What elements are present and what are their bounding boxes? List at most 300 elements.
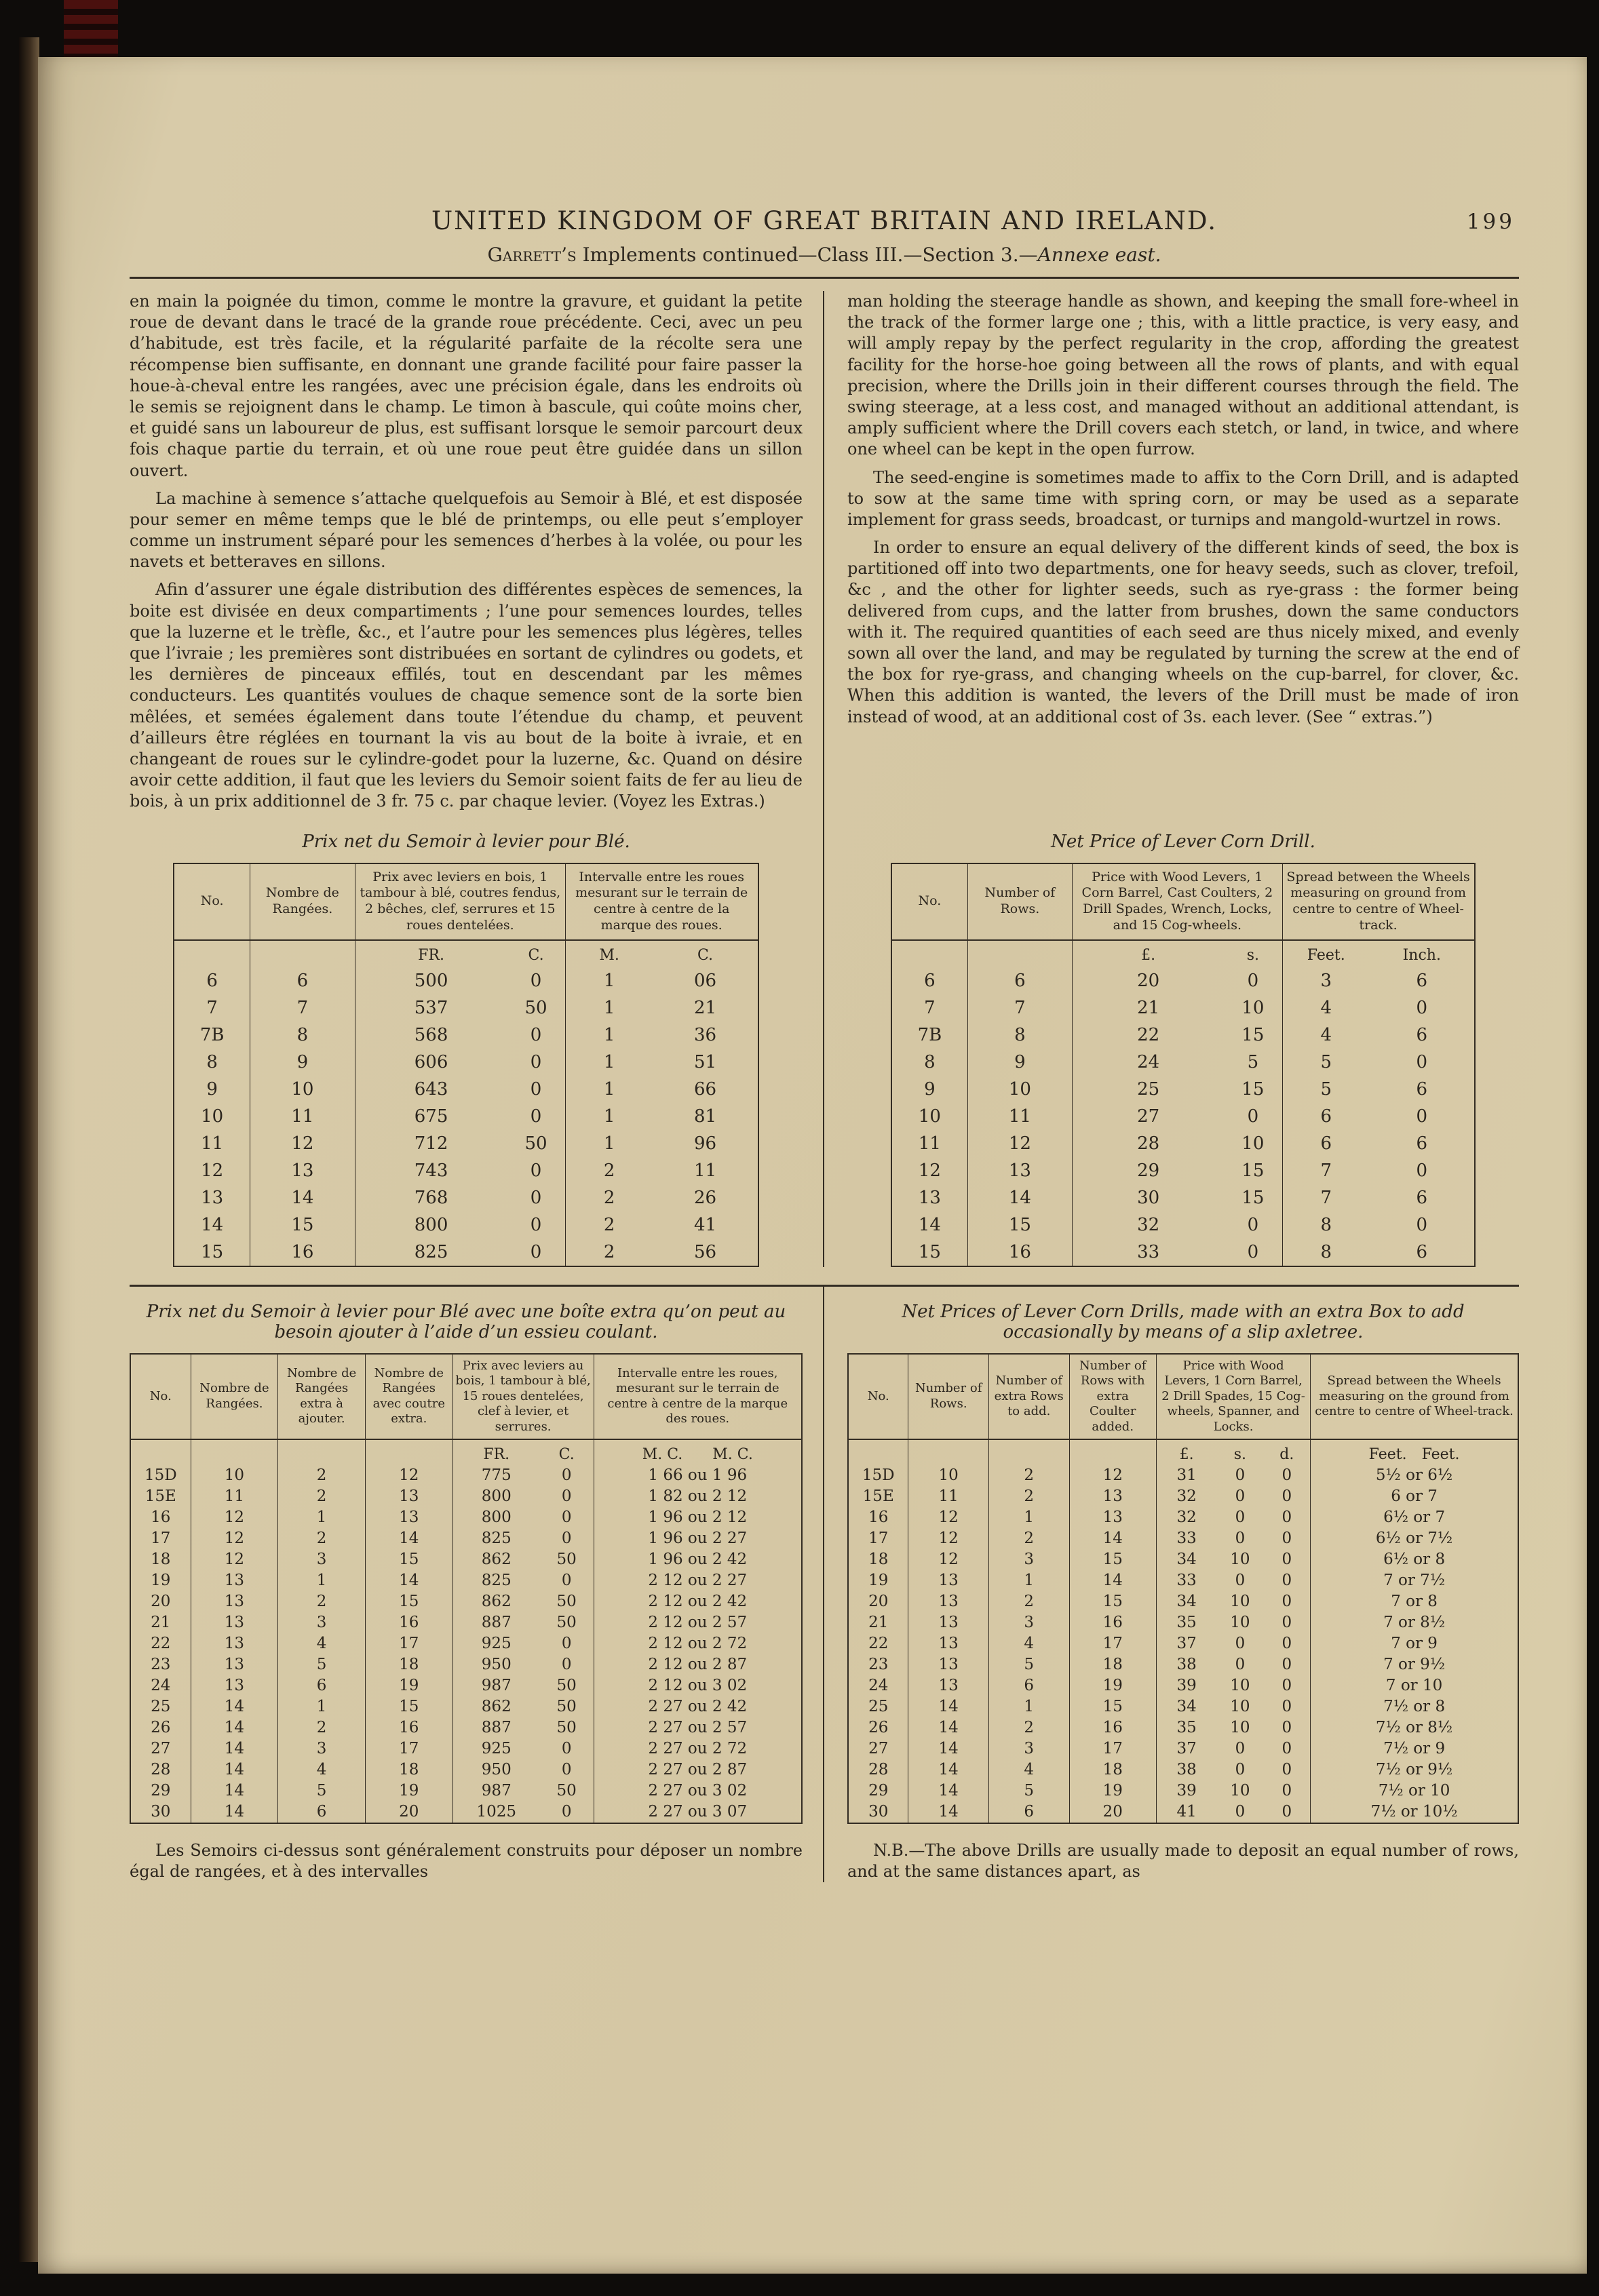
table-cell: 2 — [278, 1717, 366, 1738]
table-cell: 14 — [250, 1184, 355, 1211]
table-cell: 32 — [1156, 1486, 1216, 1507]
table-cell — [130, 1439, 191, 1465]
table-cell: 16 — [967, 1239, 1073, 1266]
table-cell: 22 — [1073, 1021, 1224, 1049]
table-cell: 10 — [1230, 1719, 1250, 1736]
table-cell: 10 — [191, 1465, 278, 1486]
english-extra-column — [824, 1287, 1519, 1882]
table-cell: 0 — [530, 1241, 542, 1262]
table-cell: 12 — [191, 1507, 278, 1528]
french-paragraph-3: Afin d’assurer une égale distribution des différentes espèces de semences, la boite est divisée en deux compartiments ; l’une pour semences lourdes, telles que la luzerne et le trèfle, &c., et l’autre pour les semences plus légères, telles que l’ivraie ; les premières sont distribuées en sortant de cylindres ou godets, et les dernières de pinceaux effilés, tout en descendant par les mêmes conducteurs. Les quantités voulues de chaque semence sont de la sorte bien mêlées, et semées également dans toute l’étendue du champ, et peuvent d’ailleurs être réglées en tournant la vis au bout de la boite à ivraie, et en changeant de roues sur le cylindre-godet pour la luzerne, &c. Quand on désire avoir cette addition, il faut que les leviers du Semoir soient faits de fer au lieu de bois, à un prix additionnel de 3 fr. 75 c. par chaque levier. (Voyez les Extras.) — [130, 580, 803, 811]
table-cell: 0 — [561, 1740, 572, 1757]
table-cell: 13 — [918, 1187, 941, 1208]
table-cell: 0 — [1247, 1241, 1259, 1262]
table-cell: 30 — [1073, 1184, 1224, 1211]
table-cell: 862 — [452, 1591, 540, 1612]
table-cell: 0 — [1235, 1509, 1246, 1526]
table-row — [848, 1507, 1518, 1528]
table-row — [130, 1612, 802, 1633]
table-body — [174, 940, 758, 1266]
table-cell: 15 — [1069, 1696, 1156, 1717]
table-cell: 18 — [868, 1551, 889, 1568]
table-cell: 0 — [1282, 1698, 1292, 1715]
table-cell: 39 — [1156, 1781, 1216, 1802]
table-cell: 7 or 9 — [1311, 1633, 1518, 1654]
table-cell: 13 — [191, 1591, 278, 1612]
table-cell: 0 — [1235, 1803, 1246, 1821]
table-cell: 11 — [250, 1103, 355, 1130]
table-cell: 0 — [530, 1078, 542, 1100]
table-cell: 800 — [452, 1507, 540, 1528]
french-paragraph-1: en main la poignée du timon, comme le montre la gravure, et guidant la petite roue de devant dans le tracé de la grande roue précédente. Ceci, avec un peu d’habitude, est très facile, et la régularité parfaite de la récolte sera une récompense bien suffisante, en donnant une grande facilité pour faire passer la houe-à-cheval entre les rangées, avec une précision égale, dans les endroits où le semis se rejoignent dans le champ. Le timon à bascule, qui coûte moins cher, et guidé sans un laboureur de plus, est suffisant lorsque le semoir parcourt deux fois chaque partie du terrain, et où une roue peut être guidée dans un sillon ouvert. — [130, 292, 803, 480]
table-cell: 2 27 ou 2 87 — [594, 1759, 802, 1781]
table-cell: 7½ or 9½ — [1311, 1759, 1518, 1781]
table-cell: 7 or 8 — [1311, 1591, 1518, 1612]
table-cell: 15 — [918, 1241, 941, 1262]
column-header: No. — [867, 1388, 889, 1403]
table-cell: 56 — [693, 1241, 717, 1262]
table-cell: 0 — [1282, 1487, 1292, 1505]
column-header: Prix avec leviers en bois, 1 tambour à blé, coutres fendus, 2 bêches, clef, serrures et 15 roues dentelées. — [355, 863, 565, 940]
table-cell: FR. — [355, 940, 507, 967]
table-row — [174, 1157, 758, 1184]
table-cell: 6 — [988, 1675, 1069, 1696]
table-cell: 0 — [561, 1487, 572, 1505]
table-cell: 0 — [1282, 1719, 1292, 1736]
table-row — [848, 1781, 1518, 1802]
table-cell: 0 — [1282, 1509, 1292, 1526]
table-cell: 537 — [355, 994, 507, 1021]
table-cell: 987 — [452, 1781, 540, 1802]
table-cell: 1 96 ou 2 12 — [594, 1507, 802, 1528]
table-cell: 6 — [988, 1802, 1069, 1823]
table-cell: 1 66 ou 1 96 — [594, 1465, 802, 1486]
table-cell: 2 — [988, 1465, 1069, 1486]
table-cell: 14 — [191, 1759, 278, 1781]
table-cell: 06 — [693, 970, 717, 991]
subheader-name: Garrett’s — [487, 244, 577, 266]
table-cell: 31 — [1156, 1465, 1216, 1486]
table-cell: 0 — [561, 1466, 572, 1484]
table-cell: 20 — [868, 1593, 889, 1610]
table-cell: 10 — [1230, 1698, 1250, 1715]
table-cell: 7 — [206, 997, 218, 1018]
table-cell: 7 or 7½ — [1311, 1570, 1518, 1591]
english-price-table — [891, 863, 1475, 1267]
table-row — [848, 1696, 1518, 1717]
table-row — [130, 1696, 802, 1717]
table-cell: 22 — [151, 1635, 171, 1652]
table-cell: 887 — [452, 1717, 540, 1738]
table-cell: 14 — [191, 1781, 278, 1802]
page-header — [130, 206, 1519, 235]
table-cell: 18 — [365, 1759, 452, 1781]
page-number: 199 — [1466, 210, 1515, 234]
table-cell: 6 — [1416, 1024, 1428, 1045]
table-cell: 825 — [452, 1570, 540, 1591]
table-cell: 8 — [1282, 1211, 1370, 1239]
table-cell: 50 — [556, 1614, 577, 1631]
table-cell: 1 — [565, 1130, 653, 1157]
table-cell: 12 — [1069, 1465, 1156, 1486]
table-cell: 12 — [967, 1130, 1073, 1157]
column-header: Nombre de Rangées extra à ajouter. — [278, 1354, 366, 1440]
table-cell — [967, 940, 1073, 967]
column-header: Prix avec leviers au bois, 1 tambour à blé, 15 roues dentelées, clef à levier, et serrures. — [452, 1354, 594, 1440]
english-paragraph-3: In order to ensure an equal delivery of the different kinds of seed, the box is partitioned off into two departments, one for heavy seeds, such as clover, trefoil, &c , and the other for lighter seeds, such as rye-grass : the former being delivered from cups, and the latter from brushes, down the same conductors with it. The required quantities of each seed are thus nicely mixed, and evenly sown all over the land, and may be regulated by turning the screw at the end of the box for rye-grass, and changing wheels on the cup-barrel, for clover, &c. When this addition is wanted, the levers of the Drill must be made of iron instead of wood, at an additional cost of 3s. each lever. (See “ extras.”) — [847, 538, 1519, 726]
table-cell: 2 — [988, 1486, 1069, 1507]
column-header: No. — [149, 1388, 172, 1403]
table-cell: 15 — [1241, 1078, 1265, 1100]
table-cell: 12 — [908, 1528, 989, 1549]
table-cell: 66 — [693, 1078, 717, 1100]
table-cell: 6½ or 7½ — [1311, 1528, 1518, 1549]
units-row — [891, 940, 1474, 967]
table-cell: 15 — [201, 1241, 224, 1262]
table-cell: 21 — [693, 997, 717, 1018]
table-cell: 1 — [278, 1507, 366, 1528]
table-cell: s. — [1246, 946, 1259, 964]
table-cell: 13 — [908, 1675, 989, 1696]
french-footer-paragraph: Les Semoirs ci-dessus sont généralement construits pour déposer un nombre égal de rangées, et à des intervalles — [130, 1840, 803, 1881]
table-cell: 24 — [868, 1677, 889, 1694]
table-cell: 1 96 ou 2 27 — [594, 1528, 802, 1549]
column-header: No. — [200, 893, 224, 909]
table-cell: 2 — [988, 1591, 1069, 1612]
table-cell: 13 — [191, 1633, 278, 1654]
english-paragraph-1: man holding the steerage handle as shown, and keeping the small fore-wheel in the track of the former large one ; this, with a little practice, is very easy, and will amply repay by the perfect regularity in the crop, affording the greatest facility for the horse-hoe going between all the rows of plants, and with equal precision, where the Drills join in their different courses through the field. The swing steerage, at a less cost, and managed without an additional attendant, is amply sufficient where the Drill covers each stetch, or land, in twice, and where one wheel can be kept in the open furrow. — [847, 292, 1519, 459]
table-cell: 39 — [1156, 1675, 1216, 1696]
table-cell: 7½ or 8½ — [1311, 1717, 1518, 1738]
table-cell: 10 — [1241, 1133, 1265, 1154]
table-cell: 3 — [278, 1549, 366, 1570]
table-row — [174, 1049, 758, 1076]
table-cell: 16 — [365, 1717, 452, 1738]
table-cell: 50 — [556, 1719, 577, 1736]
table-cell: 7½ or 8 — [1311, 1696, 1518, 1717]
table-row — [174, 1211, 758, 1239]
table-row — [848, 1717, 1518, 1738]
table-cell: 17 — [868, 1530, 889, 1547]
table-cell: 2 — [565, 1239, 653, 1266]
table-cell: 17 — [365, 1738, 452, 1759]
table-cell: 4 — [1282, 994, 1370, 1021]
table-cell: 800 — [452, 1486, 540, 1507]
table-cell: 96 — [693, 1133, 717, 1154]
english-paragraph-2: The seed-engine is sometimes made to affix to the Corn Drill, and is adapted to sow at the same time with spring corn, or may be used as a separate implement for grass seeds, broadcast, or turnips and mangold-wurtzel in rows. — [847, 467, 1519, 529]
table-cell: 14 — [1069, 1570, 1156, 1591]
table-row — [848, 1759, 1518, 1781]
french-extra-price-table — [130, 1353, 803, 1824]
table-cell: 8 — [967, 1021, 1073, 1049]
table-cell: 743 — [355, 1157, 507, 1184]
column-header: Nombre de Rangées. — [250, 863, 355, 940]
table-cell: 17 — [151, 1530, 171, 1547]
table-row — [130, 1549, 802, 1570]
table-cell: 950 — [452, 1759, 540, 1781]
table-cell: 925 — [452, 1633, 540, 1654]
table-cell: 30 — [868, 1803, 889, 1821]
table-cell: 0 — [530, 1051, 542, 1072]
english-column — [824, 291, 1519, 1267]
table-cell: 6 — [1416, 1078, 1428, 1100]
table-cell: 4 — [1282, 1021, 1370, 1049]
table-row — [848, 1802, 1518, 1823]
french-price-table — [173, 863, 758, 1267]
table-cell: 1 — [988, 1570, 1069, 1591]
table-cell: 10 — [1230, 1782, 1250, 1799]
table-cell: 29 — [151, 1782, 171, 1799]
table-header — [130, 1354, 802, 1440]
table-cell: 7½ or 9 — [1311, 1738, 1518, 1759]
column-header: Intervalle entre les roues mesurant sur le terrain de centre à centre de la marque des roues. — [565, 863, 758, 940]
table-cell: 16 — [1069, 1612, 1156, 1633]
table-body — [848, 1439, 1518, 1823]
table-cell: 0 — [1282, 1466, 1292, 1484]
table-cell: 0 — [1235, 1530, 1246, 1547]
table-row — [848, 1465, 1518, 1486]
column-header: Number of Rows. — [967, 863, 1073, 940]
table-cell: 0 — [1247, 1214, 1259, 1235]
table-cell: 20 — [151, 1593, 171, 1610]
table-cell: 7B — [917, 1024, 942, 1045]
table-cell: 51 — [693, 1051, 717, 1072]
table-cell: 37 — [1156, 1633, 1216, 1654]
table-cell: 14 — [191, 1696, 278, 1717]
table-cell: 2 — [988, 1717, 1069, 1738]
table-row — [848, 1549, 1518, 1570]
table-cell: 20 — [1073, 967, 1224, 994]
table-cell: 2 — [278, 1528, 366, 1549]
subheader-tail: Annexe east. — [1037, 244, 1161, 266]
table-row — [891, 1211, 1474, 1239]
table-cell: 13 — [191, 1675, 278, 1696]
table-row — [891, 1021, 1474, 1049]
table-cell: 20 — [1069, 1802, 1156, 1823]
table-cell: 10 — [918, 1106, 941, 1127]
table-cell: 15E — [862, 1487, 894, 1505]
table-cell: 81 — [693, 1106, 717, 1127]
table-row — [130, 1675, 802, 1696]
table-cell: 2 12 ou 2 42 — [594, 1591, 802, 1612]
table-cell: 675 — [355, 1103, 507, 1130]
table-cell: 26 — [151, 1719, 171, 1736]
table-cell: 19 — [365, 1781, 452, 1802]
table-cell — [891, 940, 967, 967]
table-row — [891, 1184, 1474, 1211]
table-cell: 825 — [452, 1528, 540, 1549]
table-row — [174, 1021, 758, 1049]
table-cell: 10 — [1230, 1551, 1250, 1568]
table-body — [891, 940, 1474, 1266]
table-row — [891, 1239, 1474, 1266]
table-cell: 6½ or 8 — [1311, 1549, 1518, 1570]
table-cell: 9 — [250, 1049, 355, 1076]
table-cell: 7 — [1282, 1157, 1370, 1184]
table-cell: 50 — [524, 997, 547, 1018]
table-cell: 11 — [918, 1133, 941, 1154]
table-cell: 19 — [151, 1572, 171, 1589]
table-cell: 18 — [151, 1551, 171, 1568]
units-row — [174, 940, 758, 967]
table-cell: 29 — [868, 1782, 889, 1799]
table-cell: 3 — [1282, 967, 1370, 994]
table-cell: 32 — [1156, 1507, 1216, 1528]
units-row — [130, 1439, 802, 1465]
table-cell: 17 — [365, 1633, 452, 1654]
table-row — [848, 1612, 1518, 1633]
table-cell: 12 — [365, 1465, 452, 1486]
lower-section — [130, 1285, 1519, 1882]
table-row — [891, 1157, 1474, 1184]
table-cell: 10 — [1241, 997, 1265, 1018]
table-cell: 5 — [1282, 1076, 1370, 1103]
french-column — [130, 291, 824, 1267]
table-cell — [250, 940, 355, 967]
table-cell: 2 — [278, 1591, 366, 1612]
table-cell: 3 — [988, 1549, 1069, 1570]
table-cell: 2 27 ou 2 42 — [594, 1696, 802, 1717]
table-cell: 2 — [988, 1528, 1069, 1549]
table-cell: 25 — [1073, 1076, 1224, 1103]
table-row — [848, 1654, 1518, 1675]
table-cell: Feet. Feet. — [1311, 1439, 1518, 1465]
table-cell: 0 — [1235, 1656, 1246, 1673]
table-cell: 15 — [365, 1696, 452, 1717]
table-cell: 15D — [862, 1466, 895, 1484]
table-cell: 15 — [1241, 1024, 1265, 1045]
table-cell: 21 — [1073, 994, 1224, 1021]
table-cell: 500 — [355, 967, 507, 994]
table-cell: 23 — [868, 1656, 889, 1673]
table-cell: 15D — [144, 1466, 177, 1484]
table-cell: 26 — [693, 1187, 717, 1208]
table-cell: 41 — [693, 1214, 717, 1235]
table-row — [174, 1076, 758, 1103]
table-cell: 1 — [278, 1696, 366, 1717]
table-cell: 1 — [565, 967, 653, 994]
table-cell: 8 — [1282, 1239, 1370, 1266]
table-cell: 6½ or 7 — [1311, 1507, 1518, 1528]
table-cell: 11 — [201, 1133, 224, 1154]
table-cell: 2 27 ou 3 02 — [594, 1781, 802, 1802]
table-cell: 14 — [908, 1717, 989, 1738]
table-cell: 15 — [1069, 1549, 1156, 1570]
table-cell: 800 — [355, 1211, 507, 1239]
page-title: UNITED KINGDOM OF GREAT BRITAIN AND IRELAND. — [431, 206, 1218, 235]
table-cell: 0 — [530, 1160, 542, 1181]
table-cell: 24 — [1073, 1049, 1224, 1076]
table-cell: 14 — [908, 1781, 989, 1802]
table-cell: 14 — [908, 1696, 989, 1717]
table-cell: 0 — [1282, 1614, 1292, 1631]
table-cell: 16 — [365, 1612, 452, 1633]
table-cell — [988, 1439, 1069, 1465]
table-cell: FR. — [452, 1439, 540, 1465]
table-cell — [908, 1439, 989, 1465]
table-cell: 15 — [250, 1211, 355, 1239]
table-cell: 11 — [693, 1160, 717, 1181]
table-cell: 13 — [967, 1157, 1073, 1184]
table-cell: 15 — [365, 1591, 452, 1612]
table-cell: 17 — [1069, 1633, 1156, 1654]
table-cell: 7½ or 10 — [1311, 1781, 1518, 1802]
table-cell: 568 — [355, 1021, 507, 1049]
table-cell: 0 — [1235, 1635, 1246, 1652]
table-cell: 2 — [565, 1157, 653, 1184]
column-header: Number of Rows with extra Coulter added. — [1069, 1354, 1156, 1440]
table-cell: 29 — [1073, 1157, 1224, 1184]
table-cell: 2 27 ou 2 72 — [594, 1738, 802, 1759]
table-cell: 32 — [1073, 1211, 1224, 1239]
table-cell: 0 — [1282, 1782, 1292, 1799]
table-row — [130, 1759, 802, 1781]
table-cell: 14 — [908, 1802, 989, 1823]
table-cell: C. — [697, 946, 714, 964]
table-cell: 6 — [1416, 970, 1428, 991]
column-header: Number of Rows. — [908, 1354, 989, 1440]
table-cell: 14 — [1069, 1528, 1156, 1549]
table-row — [130, 1654, 802, 1675]
table-cell: 0 — [1282, 1530, 1292, 1547]
table-cell: 33 — [1156, 1528, 1216, 1549]
table-cell: 36 — [693, 1024, 717, 1045]
table-cell: 15 — [365, 1549, 452, 1570]
table-cell: 0 — [1235, 1572, 1246, 1589]
table-cell: M. — [565, 940, 653, 967]
table-cell: 0 — [530, 1214, 542, 1235]
table-cell: 13 — [191, 1654, 278, 1675]
table-row — [891, 967, 1474, 994]
table-cell: 1 — [278, 1570, 366, 1591]
table-cell: 12 — [918, 1160, 941, 1181]
table-cell: 14 — [191, 1738, 278, 1759]
table-row — [130, 1528, 802, 1549]
table-cell: C. — [558, 1446, 575, 1463]
table-cell: 8 — [250, 1021, 355, 1049]
english-extra-price-table — [847, 1353, 1519, 1824]
table-cell: 21 — [868, 1614, 889, 1631]
table-cell: 19 — [365, 1675, 452, 1696]
table-cell: 12 — [908, 1549, 989, 1570]
table-cell: 10 — [908, 1465, 989, 1486]
english-footer-paragraph: N.B.—The above Drills are usually made to deposit an equal number of rows, and at the same distances apart, as — [847, 1840, 1519, 1881]
table-row — [848, 1591, 1518, 1612]
table-cell: 0 — [561, 1803, 572, 1821]
table-cell: 19 — [1069, 1781, 1156, 1802]
table-cell: 10 — [1230, 1593, 1250, 1610]
table-cell: 768 — [355, 1184, 507, 1211]
table-cell: 10 — [1230, 1614, 1250, 1631]
table-cell: 2 12 ou 2 57 — [594, 1612, 802, 1633]
table-cell: 643 — [355, 1076, 507, 1103]
table-cell: 30 — [151, 1803, 171, 1821]
table-cell — [278, 1439, 366, 1465]
table-cell: 41 — [1156, 1802, 1216, 1823]
table-row — [130, 1486, 802, 1507]
table-cell: 0 — [561, 1656, 572, 1673]
table-cell: 0 — [1235, 1740, 1246, 1757]
table-cell: 1 — [565, 1103, 653, 1130]
table-cell: 0 — [530, 1024, 542, 1045]
table-cell: 13 — [250, 1157, 355, 1184]
table-cell: 38 — [1156, 1759, 1216, 1781]
table-cell: 12 — [250, 1130, 355, 1157]
table-cell: 5 — [278, 1654, 366, 1675]
table-cell: 0 — [1282, 1635, 1292, 1652]
table-cell: 18 — [365, 1654, 452, 1675]
table-header — [891, 863, 1474, 940]
